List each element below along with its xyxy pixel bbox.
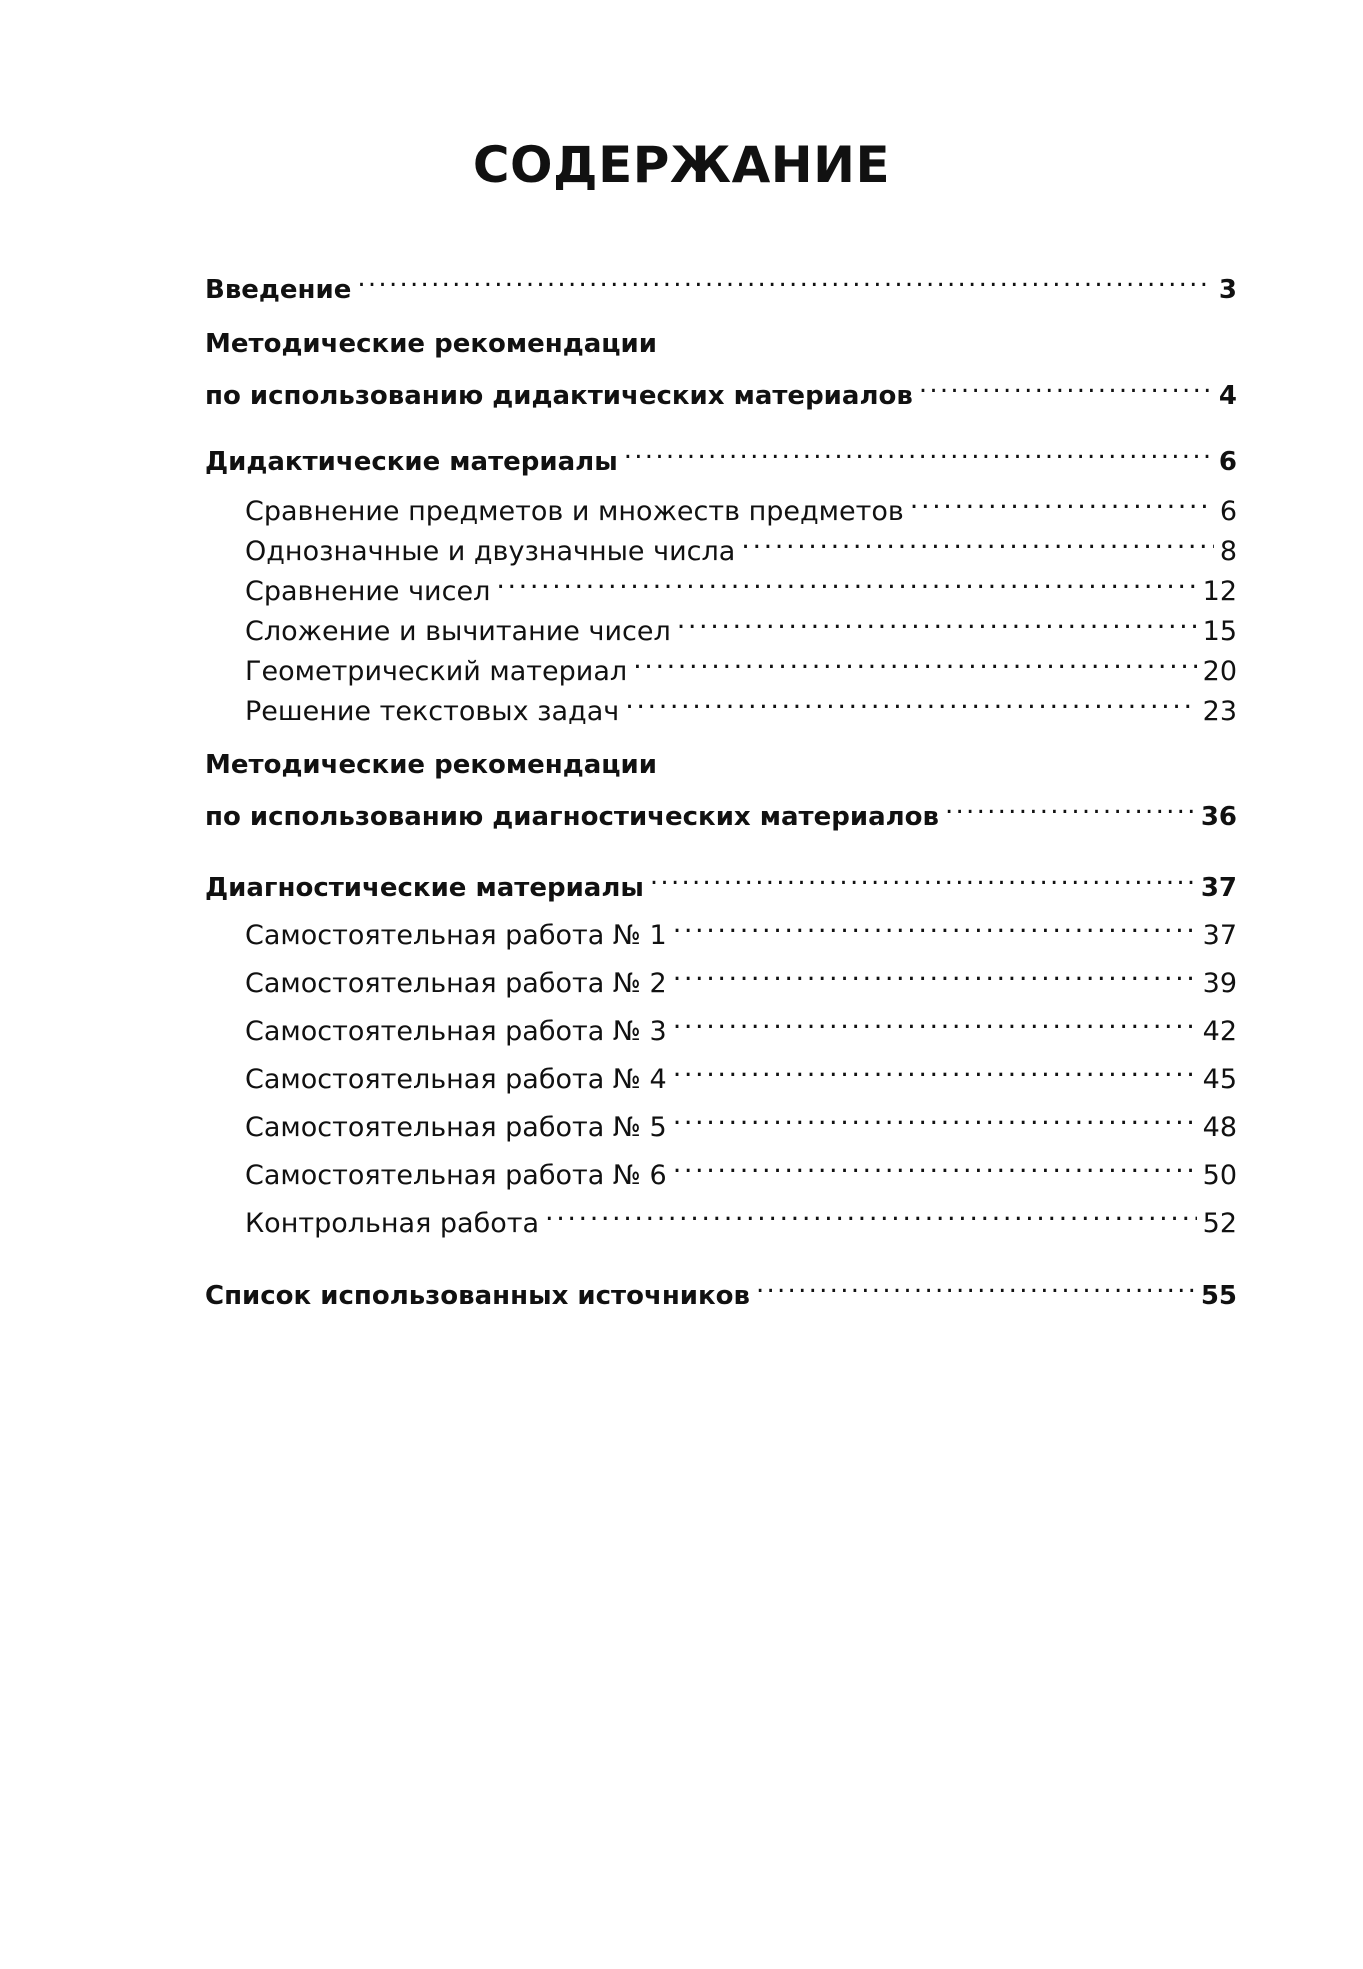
toc-entry-label: Самостоятельная работа № 3 [245, 1016, 667, 1047]
toc-entry-label: Самостоятельная работа № 2 [245, 968, 667, 999]
toc-subentry[interactable] [245, 952, 1237, 999]
toc-entry-label: Контрольная работа [245, 1208, 540, 1239]
dot-leader [624, 430, 1213, 470]
toc-entry-label: по использованию дидактических материалов [205, 381, 913, 411]
toc-subentry[interactable] [245, 560, 1237, 607]
dot-leader [741, 520, 1214, 560]
toc-entry-references[interactable] [205, 1264, 1237, 1311]
dot-leader [919, 364, 1213, 404]
toc-entry-page: 23 [1202, 696, 1237, 727]
toc-subentry[interactable] [245, 600, 1237, 647]
toc-entry-page: 36 [1200, 802, 1237, 832]
toc-entry-page: 50 [1202, 1160, 1237, 1191]
dot-leader [673, 904, 1197, 944]
toc-entry-label: Список использованных источников [205, 1281, 750, 1311]
toc-entry-label: Диагностические материалы [205, 873, 644, 903]
toc-entry-page: 6 [1219, 496, 1237, 527]
dot-leader [673, 1144, 1197, 1184]
toc-entry-label: по использованию диагностических материалов [205, 802, 939, 832]
toc-subentry[interactable] [245, 1144, 1237, 1191]
toc-subentry[interactable] [245, 904, 1237, 951]
toc-subentry[interactable] [245, 1096, 1237, 1143]
toc-entry-page: 55 [1200, 1281, 1237, 1311]
toc-entry-diagnostic-methods-heading [205, 745, 1237, 785]
toc-entry-page: 48 [1202, 1112, 1237, 1143]
toc-entry-page: 8 [1219, 536, 1237, 567]
toc-entry-label: Дидактические материалы [205, 447, 618, 477]
dot-leader [673, 952, 1197, 992]
toc-entry-label: Методические рекомендации [205, 750, 657, 780]
dot-leader [673, 1096, 1197, 1136]
dot-leader [910, 480, 1214, 520]
toc-entry-label: Однозначные и двузначные числа [245, 536, 736, 567]
toc-entry-page: 42 [1202, 1016, 1237, 1047]
toc-entry-label: Самостоятельная работа № 5 [245, 1112, 667, 1143]
dot-leader [945, 785, 1195, 825]
toc-entry-label: Самостоятельная работа № 6 [245, 1160, 667, 1191]
toc-entry-page: 12 [1202, 576, 1237, 607]
dot-leader [673, 1048, 1197, 1088]
dot-leader [545, 1192, 1197, 1232]
toc-entry-page: 45 [1202, 1064, 1237, 1095]
toc-entry-page: 37 [1202, 920, 1237, 951]
dot-leader [625, 680, 1196, 720]
dot-leader [496, 560, 1196, 600]
dot-leader [673, 1000, 1197, 1040]
toc-entry-label: Геометрический материал [245, 656, 628, 687]
toc-entry-page: 52 [1202, 1208, 1237, 1239]
toc-entry-label: Самостоятельная работа № 4 [245, 1064, 667, 1095]
toc-entry-label: Методические рекомендации [205, 329, 657, 359]
dot-leader [357, 258, 1213, 298]
page-title: СОДЕРЖАНИЕ [472, 136, 891, 194]
toc-subentry[interactable] [245, 520, 1237, 567]
toc-entry-page: 37 [1200, 873, 1237, 903]
toc-entry-didactic-materials[interactable] [205, 430, 1237, 477]
toc-subentry[interactable] [245, 480, 1237, 527]
toc-entry-didactic-methods[interactable] [205, 364, 1237, 411]
toc-entry-label: Сравнение предметов и множеств предметов [245, 496, 904, 527]
toc-entry-label: Самостоятельная работа № 1 [245, 920, 667, 951]
toc-subentry[interactable] [245, 1048, 1237, 1095]
toc-subentry[interactable] [245, 680, 1237, 727]
toc-entry-diagnostic-materials[interactable] [205, 856, 1237, 903]
toc-entry-page: 3 [1218, 275, 1237, 305]
toc-entry-diagnostic-methods[interactable] [205, 785, 1237, 832]
dot-leader [756, 1264, 1195, 1304]
toc-entry-label: Сравнение чисел [245, 576, 491, 607]
toc-subentry[interactable] [245, 640, 1237, 687]
dot-leader [633, 640, 1197, 680]
toc-entry-page: 15 [1202, 616, 1237, 647]
toc-entry-label: Решение текстовых задач [245, 696, 620, 727]
toc-entry-page: 6 [1218, 447, 1237, 477]
toc-entry-introduction[interactable] [205, 258, 1237, 305]
toc-entry-label: Сложение и вычитание чисел [245, 616, 671, 647]
toc-entry-didactic-methods-heading [205, 324, 1237, 364]
dot-leader [677, 600, 1197, 640]
toc-subentry[interactable] [245, 1192, 1237, 1239]
toc-entry-page: 20 [1202, 656, 1237, 687]
dot-leader [650, 856, 1195, 896]
toc-entry-label: Введение [205, 275, 352, 305]
toc-entry-page: 39 [1202, 968, 1237, 999]
toc-entry-page: 4 [1218, 381, 1237, 411]
toc-subentry[interactable] [245, 1000, 1237, 1047]
